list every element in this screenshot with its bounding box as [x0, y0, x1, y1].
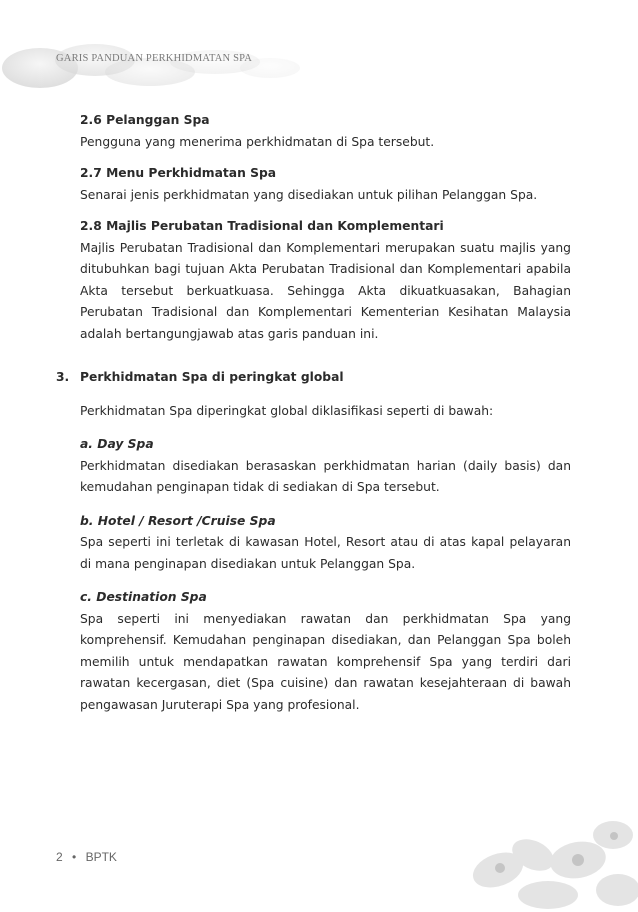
- item-text: Spa seperti ini menyediakan rawatan dan perkhidmatan Spa yang komprehensif. Kemudahan penginapan disediakan, dan Pelanggan Spa boleh memilih untuk mendapatkan rawatan komprehensif Spa yang terdiri dari rawatan kecergasan, diet (Spa cuisine) dan rawatan kesejahteraan di bawah pengawasan Juruterapi Spa yang profesional.: [80, 611, 571, 712]
- section-title: Perkhidmatan Spa di peringkat global: [80, 370, 344, 384]
- item-heading: b. Hotel / Resort /Cruise Spa: [80, 513, 276, 528]
- section-3-body: [56, 401, 571, 717]
- item-text: Spa seperti ini terletak di kawasan Hotel, Resort atau di atas kapal pelayaran di mana penginapan disediakan untuk Pelanggan Spa.: [80, 535, 571, 571]
- item-text: Perkhidmatan disediakan berasaskan perkhidmatan harian (daily basis) dan kemudahan penginapan tidak di sediakan di Spa tersebut.: [80, 458, 571, 494]
- page-number: 2: [56, 850, 63, 864]
- footer-bullet: •: [72, 850, 77, 864]
- item-heading: a. Day Spa: [80, 437, 154, 451]
- subsection-heading: 2.8 Majlis Perubatan Tradisional dan Komplementari: [80, 219, 444, 233]
- section-intro: Perkhidmatan Spa diperingkat global diklasifikasi seperti di bawah:: [80, 403, 494, 418]
- subsection-heading: 2.7 Menu Perkhidmatan Spa: [80, 166, 277, 180]
- spa-stones-decoration: [0, 30, 300, 100]
- section-number: 3.: [56, 370, 70, 384]
- item-heading: c. Destination Spa: [80, 590, 207, 604]
- page-footer: [56, 850, 123, 864]
- running-header-title: GARIS PANDUAN PERKHIDMATAN SPA: [56, 53, 253, 64]
- subsection-heading: 2.6 Pelanggan Spa: [80, 113, 210, 127]
- subsection-text: Majlis Perubatan Tradisional dan Komplementari merupakan suatu majlis yang ditubuhkan bagi tujuan Akta Perubatan Tradisional dan Komplementari apabila Akta tersebut berkuatkuasa. Sehingga Akta dikuatkuasakan, Bahagian Perubatan Tradisional dan Komplementari Kementerian Kesihatan Malaysia adalah bertangungjawab atas garis panduan ini.: [80, 240, 571, 341]
- document-body: [56, 110, 571, 716]
- subsection-text: Pengguna yang menerima perkhidmatan di Spa tersebut.: [80, 134, 435, 149]
- footer-label: BPTK: [85, 850, 117, 864]
- subsection-text: Senarai jenis perkhidmatan yang disediakan untuk pilihan Pelanggan Spa.: [80, 187, 538, 202]
- subsection-list: [56, 110, 571, 345]
- orchid-flower-decoration: [438, 800, 638, 912]
- section-3-heading: [56, 367, 571, 389]
